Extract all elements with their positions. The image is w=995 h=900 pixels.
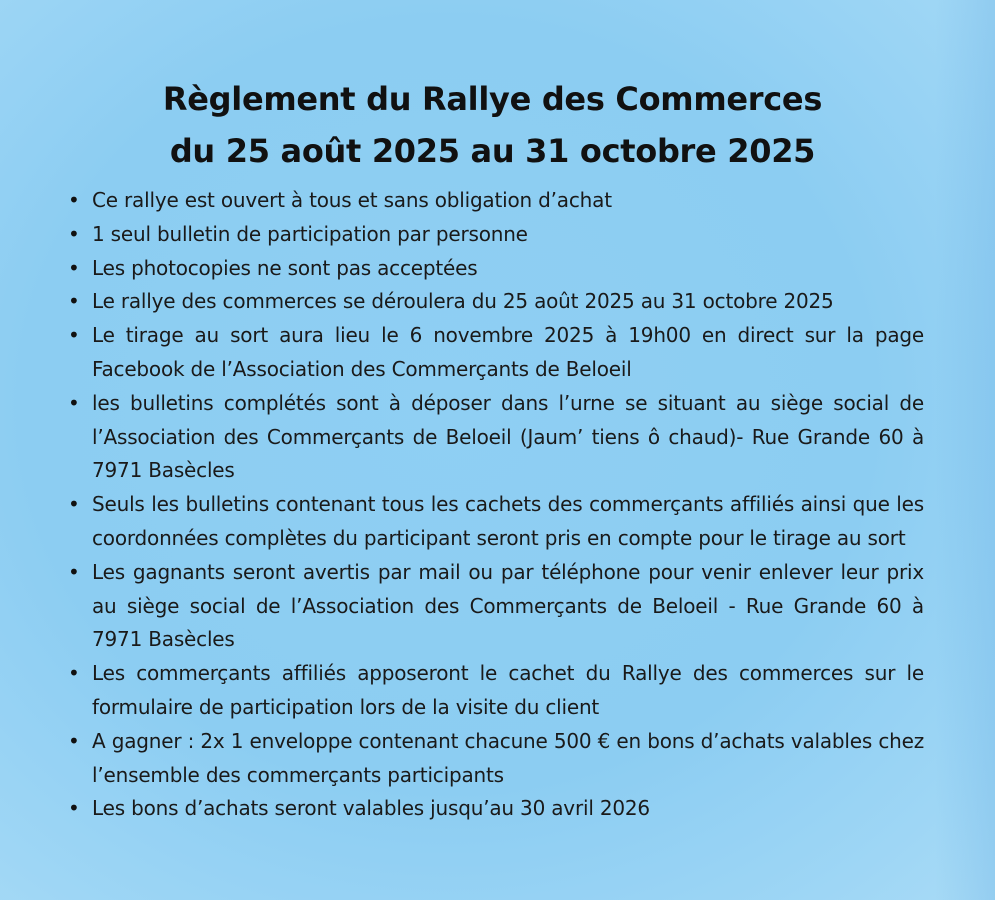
bullet-icon: • (68, 323, 80, 348)
rule-item (68, 184, 924, 218)
rule-item (68, 319, 924, 387)
rule-text: Les gagnants seront avertis par mail ou par téléphone pour venir enlever leur prix au siège social de l’Association des Commerçants de Beloeil - Rue Grande 60 à 7971 Basècles (92, 559, 924, 652)
bullet-icon: • (68, 390, 80, 415)
rule-text: les bulletins complétés sont à déposer dans l’urne se situant au siège social de l’Association des Commerçants de Beloeil (Jaum’ tiens ô chaud)- Rue Grande 60 à 7971 Basècles (92, 390, 924, 483)
rule-text: Les photocopies ne sont pas acceptées (92, 255, 478, 280)
rule-item (68, 725, 924, 793)
rule-text: Seuls les bulletins contenant tous les cachets des commerçants affiliés ainsi que les coordonnées complètes du participant seront pris en compte pour le tirage au sort (92, 492, 924, 550)
bullet-icon: • (68, 661, 80, 686)
rule-text: Les commerçants affiliés apposeront le cachet du Rallye des commerces sur le formulaire de participation lors de la visite du client (92, 661, 924, 719)
rule-text: A gagner : 2x 1 enveloppe contenant chacune 500 € en bons d’achats valables chez l’ensemble des commerçants participants (92, 728, 924, 787)
rule-item (68, 488, 924, 556)
rule-item (68, 792, 924, 826)
rule-text: 1 seul bulletin de participation par personne (92, 221, 528, 246)
rule-item (68, 556, 924, 657)
rules-list (68, 184, 924, 826)
rule-item (68, 657, 924, 725)
title-line-1: Règlement du Rallye des Commerces (162, 80, 823, 119)
rule-text: Les bons d’achats seront valables jusqu’au 30 avril 2026 (92, 796, 650, 821)
rule-item (68, 218, 924, 252)
rule-item (68, 387, 924, 488)
page-title (0, 73, 985, 177)
rule-item (68, 285, 924, 319)
bullet-icon: • (68, 492, 80, 517)
bullet-icon: • (68, 255, 80, 280)
bullet-icon: • (68, 728, 80, 753)
rule-text: Ce rallye est ouvert à tous et sans obligation d’achat (92, 188, 612, 212)
rule-text: Le rallye des commerces se déroulera du 25 août 2025 au 31 octobre 2025 (92, 289, 834, 314)
bullet-icon: • (68, 559, 80, 584)
bullet-icon: • (68, 289, 80, 314)
bullet-icon: • (68, 796, 80, 821)
title-line-2: du 25 août 2025 au 31 octobre 2025 (169, 132, 816, 171)
bullet-icon: • (68, 221, 80, 246)
bullet-icon: • (68, 188, 80, 212)
rule-item (68, 252, 924, 286)
rule-text: Le tirage au sort aura lieu le 6 novembre 2025 à 19h00 en direct sur la page Facebook de l’Association des Commerçants de Beloeil (92, 323, 924, 381)
